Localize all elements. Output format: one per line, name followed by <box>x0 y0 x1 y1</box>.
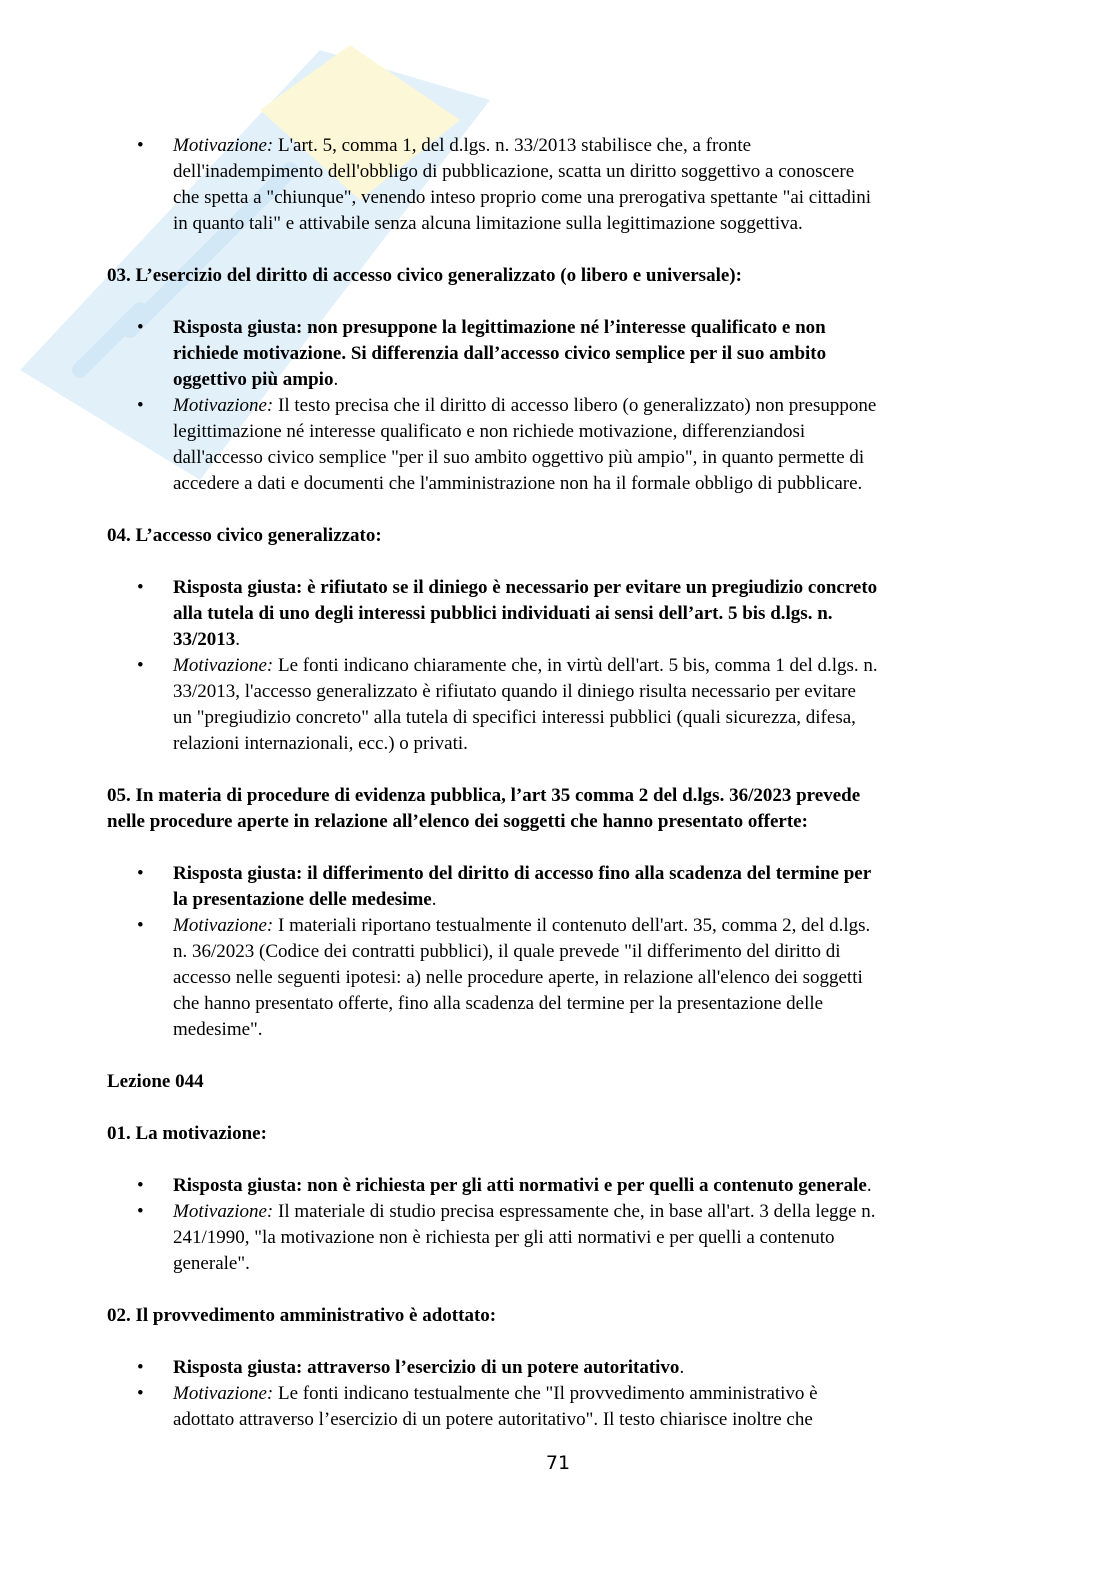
correct-answer-item <box>107 1355 1087 1381</box>
bullet-list <box>107 1355 1087 1433</box>
item-text: L'art. 5, comma 1, del d.lgs. n. 33/2013 stabilisce che, a fronte dell'inadempimento dell'obbligo di pubblicazione, scatta un diritto soggettivo a conoscere che spetta a "chiunque", venendo inteso proprio come una prerogativa spettante "ai cittadini in quanto tali" e attivabile senza alcuna limitazione sulla legittimazione soggettiva. <box>173 135 872 234</box>
bullet-icon: • <box>137 1201 144 1222</box>
correct-answer-item <box>107 575 1087 653</box>
motivation-item <box>107 393 1087 497</box>
bullet-list <box>107 1173 1087 1277</box>
item-label: Motivazione: <box>173 655 274 676</box>
correct-answer-item <box>107 1173 1087 1199</box>
document-page <box>107 133 1087 1459</box>
bullet-list <box>107 315 1087 497</box>
motivation-item <box>107 133 1087 237</box>
question-heading: 02. Il provvedimento amministrativo è adottato: <box>107 1305 497 1326</box>
motivation-item <box>107 913 1087 1043</box>
correct-answer-item <box>107 315 1087 393</box>
item-label: Motivazione: <box>173 915 274 936</box>
item-label: Risposta giusta: non è richiesta per gli atti normativi e per quelli a contenuto generale <box>173 1175 867 1196</box>
item-label: Motivazione: <box>173 1383 274 1404</box>
correct-answer-item <box>107 861 1087 913</box>
page-number: 71 <box>545 1452 571 1474</box>
item-text: Il testo precisa che il diritto di accesso libero (o generalizzato) non presuppone legittimazione né interesse qualificato e non richiede motivazione, differenziandosi dall'accesso civico semplice "per il suo ambito oggettivo più ampio", in quanto permette di accedere a dati e documenti che l'amministrazione non ha il formale obbligo di pubblicare. <box>173 395 877 494</box>
question-heading: 04. L’accesso civico generalizzato: <box>107 525 382 546</box>
item-text: Le fonti indicano chiaramente che, in virtù dell'art. 5 bis, comma 1 del d.lgs. n. 33/2013, l'accesso generalizzato è rifiutato quando il diniego risulta necessario per evitare un "pregiudizio concreto" alla tutela di specifici interessi pubblici (quali sicurezza, difesa, relazioni internazionali, ecc.) o privati. <box>173 655 878 754</box>
bullet-icon: • <box>137 863 144 884</box>
bullet-list <box>107 861 1087 1043</box>
question-heading: 05. In materia di procedure di evidenza pubblica, l’art 35 comma 2 del d.lgs. 36/2023 prevede nelle procedure aperte in relazione all’elenco dei soggetti che hanno presentato offerte: <box>107 785 861 832</box>
item-label: Risposta giusta: è rifiutato se il diniego è necessario per evitare un pregiudizio concreto alla tutela di uno degli interessi pubblici individuati ai sensi dell’art. 5 bis d.lgs. n. 33/2013 <box>173 577 878 650</box>
bullet-icon: • <box>137 655 144 676</box>
question-heading: Lezione 044 <box>107 1071 204 1092</box>
bullet-icon: • <box>137 915 144 936</box>
bullet-icon: • <box>137 135 144 156</box>
bullet-icon: • <box>137 577 144 598</box>
item-text: Le fonti indicano testualmente che "Il provvedimento amministrativo è adottato attraverso l’esercizio di un potere autoritativo". Il testo chiarisce inoltre che <box>173 1383 818 1430</box>
bullet-icon: • <box>137 1175 144 1196</box>
item-label: Risposta giusta: non presuppone la legittimazione né l’interesse qualificato e non richiede motivazione. Si differenzia dall’accesso civico semplice per il suo ambito oggettivo più ampio <box>173 317 827 390</box>
bullet-icon: • <box>137 1383 144 1404</box>
item-label: Risposta giusta: il differimento del diritto di accesso fino alla scadenza del termine per la presentazione delle medesime <box>173 863 872 910</box>
bullet-icon: • <box>137 395 144 416</box>
bullet-icon: • <box>137 317 144 338</box>
item-text: I materiali riportano testualmente il contenuto dell'art. 35, comma 2, del d.lgs. n. 36/2023 (Codice dei contratti pubblici), il quale prevede "il differimento del diritto di accesso nelle seguenti ipotesi: a) nelle procedure aperte, in relazione all'elenco dei soggetti che hanno presentato offerte, fino alla scadenza del termine per la presentazione delle medesime". <box>173 915 871 1040</box>
item-label: Motivazione: <box>173 135 274 156</box>
motivation-item <box>107 1199 1087 1277</box>
item-text: . <box>866 1175 872 1196</box>
item-text: . <box>333 369 339 390</box>
item-text: . <box>235 629 241 650</box>
item-label: Motivazione: <box>173 395 274 416</box>
question-heading: 01. La motivazione: <box>107 1123 267 1144</box>
item-label: Risposta giusta: attraverso l’esercizio di un potere autoritativo <box>173 1357 680 1378</box>
item-label: Motivazione: <box>173 1201 274 1222</box>
bullet-list <box>107 133 1087 237</box>
motivation-item <box>107 653 1087 757</box>
question-heading: 03. L’esercizio del diritto di accesso civico generalizzato (o libero e universale): <box>107 265 742 286</box>
bullet-list <box>107 575 1087 757</box>
item-text: . <box>431 889 437 910</box>
item-text: Il materiale di studio precisa espressamente che, in base all'art. 3 della legge n. 241/1990, "la motivazione non è richiesta per gli atti normativi e per quelli a contenuto generale". <box>173 1201 876 1274</box>
item-text: . <box>679 1357 685 1378</box>
bullet-icon: • <box>137 1357 144 1378</box>
motivation-item <box>107 1381 1087 1433</box>
